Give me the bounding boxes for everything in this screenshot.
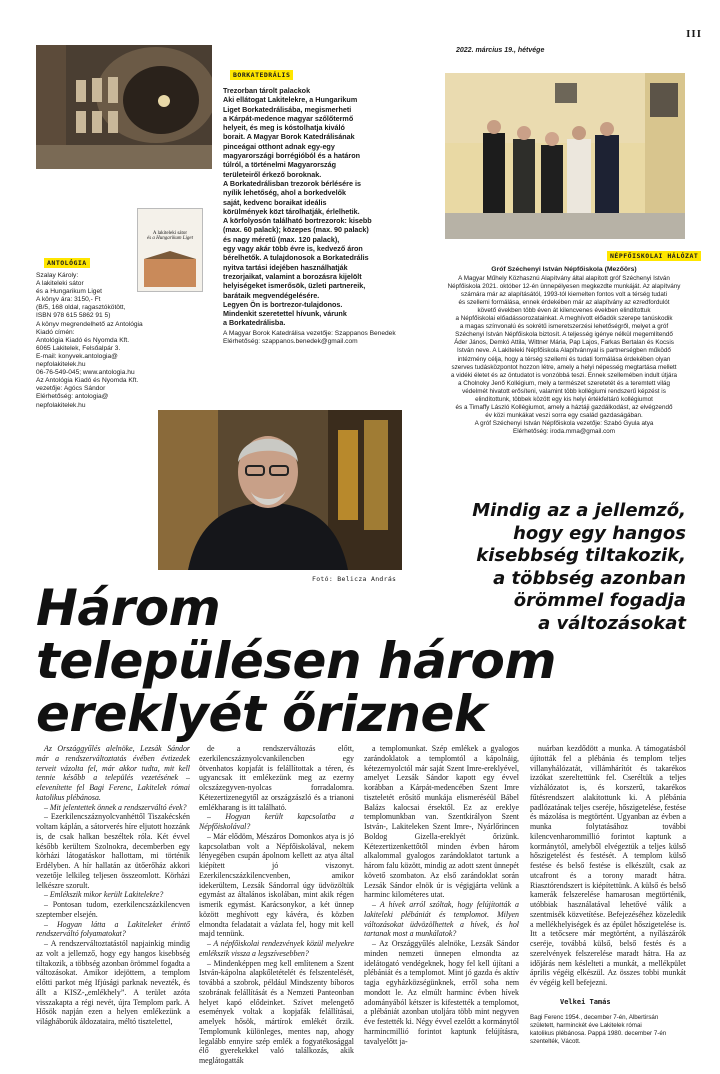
nepfoiskola-heading: Gróf Széchenyi István Népfőiskola (Mezőörs) [491, 266, 637, 273]
antologia-line: E-mail: konyvek.antologia@ [36, 352, 118, 360]
bio-line: szentelték, Vácott. [530, 1037, 581, 1045]
headline-line: ereklyét őriznek [36, 685, 487, 743]
borkatedralis-line: pinceágai otthont adnak egy-egy [223, 141, 335, 151]
antologia-line: Kiadó címén: [36, 328, 75, 336]
antologia-line: vezetője: Agócs Sándor [36, 385, 106, 393]
borkatedralis-line: Aki ellátogat Lakitelekre, a Hungarikum [223, 95, 358, 105]
antologia-line: A lakiteleki sátor [36, 280, 84, 288]
antologia-line: Antológia Kiadó és Nyomda Kft. [36, 336, 130, 344]
antologia-text [36, 272, 216, 410]
article-question: – Mit jelentettek önnek a rendszerváltó évek? [44, 802, 187, 812]
headline-line: településen három [36, 632, 556, 690]
borkatedralis-footer1: A Magyar Borok Katedrálisa vezetője: Szappanos Benedek [223, 329, 396, 337]
nepfoiskola-line: István neve. A Lakiteleki Népfőiskola Alapítvánnyal is partnerségben működő [457, 347, 671, 355]
headline-line: Három [36, 579, 221, 637]
article-question: – Hogyan látta a Lakiteleket érintő rendszerváltó folyamatokat? [36, 919, 190, 939]
nepfoiskola-line: év közi munkákat veszi sorra egy család gazdaságában. [485, 411, 643, 419]
article-author: Velkei Tamás [560, 997, 611, 1006]
nepfoiskola-line: követő években több éven át kilencvenes években elindítottuk [477, 307, 651, 315]
antologia-line: nepfolakitelek.hu [36, 401, 86, 409]
section-tag-nepfoiskola: NÉPFŐISKOLAI HÁLÓZAT [607, 251, 701, 261]
article-paragraph: – Ezerkilencszáznyolcvanhéttől Tiszakécskén voltam káplán, a sátorverés híre eljutott hozzánk is, de csak halkan beszéltek róla. Két évvel később kerültem Szolnokra, decemberben egy körházi látogatáskor hallottam, mi történik Erdélyben. A hír hallatán az ütőerőház akkori vezetője lelkileg teljesen összeomlott. Körházi lelkészre szorult. [36, 812, 190, 890]
nepfoiskola-line: számára már az alapításától, 1993-tól kiemelten fontos volt a térség tudati [460, 291, 668, 299]
nepfoiskola-line: védelmét hivatott erősíteni, valamint több kollégiumi rendszerű képzést is [462, 387, 666, 395]
borkatedralis-line: Mindenkit szeretettel hívunk, várunk [223, 309, 347, 319]
article-question: – A népfőiskolai rendezvények közül melyekre emlékszik vissza a legszívesebben? [199, 939, 354, 958]
antologia-line: Az Antológia Kiadó és Nyomda Kft. [36, 377, 139, 385]
borkatedralis-footer2: Elérhetőség: szappanos.benedek@gmail.com [223, 337, 358, 345]
borkatedralis-line: Trezorban tárolt palackok [223, 86, 311, 95]
nepfoiskola-line: szerves tudásközpontot hozzon létre, amely a helyi népesség megtartása mellett [451, 363, 677, 371]
wine-cellar-photo [36, 45, 212, 169]
article-paragraph: – Mindenképpen meg kell említenem a Szent István-kápolna alapkőletételét és felszentelését, továbbá a szobrok, például Mindszenty bíboros szobrának felállítását és a Nemzeti Panteonban helyet kapó elődeinket. Szívet melengető események voltak a kopjafák felállításai, amelyek hősök, mártírok emlékét őrzik. Templomunk különleges, mentes nap, ahogy legalább ennyire szép emlék a fogyatékosággal élő gyerekekkel való találkozás, akik meglátogatták [199, 958, 354, 1065]
antologia-line: ISBN 978 615 5862 91 5) [36, 312, 111, 320]
quote-line: a többség azonban [493, 567, 686, 589]
antologia-line: 06-76-549-045; www.antologia.hu [36, 369, 135, 377]
borkatedralis-line: egy vagy akár több évre is, kedvező áron [223, 244, 363, 254]
nepfoiskola-line: a Cholnoky Jenő Kollégium, mely a természet szeretetét és a teremtett világ [457, 379, 671, 387]
borkatedralis-line: területeiről érkező boroknak. [223, 169, 322, 179]
bio-line: született, harminckét éve Lakitelek római [530, 1021, 642, 1029]
nepfoiskola-line: intézmény célja, hogy a térség szellemi és tudati formálása érdekében olyan [457, 355, 671, 363]
article-column-2 [199, 744, 354, 1066]
borkatedralis-line: bérelhetők. A tulajdonosok a Borkatedrális [223, 253, 369, 263]
antologia-line: 6065 Lakitelek, Felsőalpár 3. [36, 344, 121, 352]
nepfoiskola-line: elindítottunk, többek között egy kis helyi értékfeltáró kollégiumot [475, 395, 653, 403]
photo-credit: Fotó: Belicza András [312, 575, 397, 583]
borkatedralis-line: Liget Borkatedrálisába, megismerheti [223, 104, 352, 114]
nepfoiskola-line: a vidéki életet és az öntudatot is vonzóbbá teszi. Ennek szellemében indult útjára [450, 371, 678, 379]
nepfoiskola-line: és szellemi formálása, ennek érdekében már az alapítvány az ezredfordulót [458, 299, 670, 307]
borkatedralis-line: A körfolyosón található bortrezorok: kisebb [223, 216, 372, 226]
article-paragraph: Az Országgyűlés alelnöke, Lezsák Sándor már a rendszerváltoztatás évében évtizedek terveit vázolta fel, már akkor tudta, mit kell tennie később a település vezetésének – elevenítette fel Bagi Ferenc, Lakitelek római katolikus plébánosa. [36, 744, 190, 802]
antologia-line: nepfolakitelek.hu [36, 361, 86, 369]
nepfoiskola-text [430, 266, 698, 436]
article-column-1 [36, 744, 190, 1027]
borkatedralis-line: túlról, a történelmi Magyarország [223, 160, 337, 170]
borkatedralis-line: A Borkatedrálisban trezorok bérlésére is [223, 178, 361, 188]
antologia-line: Szalay Károly: [36, 272, 79, 279]
antologia-line: A könyv ára: 3150,- Ft [36, 296, 101, 304]
article-paragraph: – A rendszerváltoztatástól napjainkig mindig az volt a jellemző, hogy egy hangos kisebbség tiltakozik, a többség azonban örömmel fogadta a változásokat. Amikor idejöttem, a templom előtti parkot még Ifjúsági parknak nevezték, és állt a KISZ-„emlékhely”. A terület azóta visszakapta a régi nevét, újra Templom park. A Hősök napján ezen a helyen emlékezünk a világháborúk áldozataira, méltó tisztelettel, [36, 939, 190, 1026]
bio-line: Bagi Ferenc 1954., december 7-én, Albertirsán [530, 1013, 659, 1021]
section-tag-antologia: ANTOLÓGIA [44, 258, 90, 268]
nepfoiskola-line: Áder János, Demkó Attila, Wittner Mária, Pap Lajos, Farkas Bertalan és Kocsis [454, 339, 674, 347]
borkatedralis-text [223, 86, 438, 346]
antologia-line: (B/5, 168 oldal, ragasztókötött, [36, 304, 126, 312]
borkatedralis-line: borait. A Magyar Borok Katedrálisának [223, 132, 355, 142]
borkatedralis-line: saját, kedvenc boraikat ideális [223, 197, 327, 207]
borkatedralis-line: helyeit, és meg is kóstolhatja kiváló [223, 123, 345, 133]
nepfoiskola-line: Elérhetőség: iroda.mma@gmail.com [513, 427, 615, 435]
article-paragraph: – Már elődöm, Mészáros Domonkos atya is jó kapcsolatban volt a Népfőiskolával, nekem lényegében csupán ápolnom kellett az atya által kiépített jó viszonyt. Ezerkilencszázkilencvenben, amikor idekerültem, Lezsák Sándorral úgy üdvözöltük egymást az általános iskolában, mint akik régen ismerik egymást. Karácsonykor, a két ünnep között meghívott egy kávéra, és közben elmondta feladatait a vázlata fel, hogy mit kell majd tennünk. [199, 831, 354, 939]
borkatedralis-line: nyitva tartási idejében használhatják [223, 262, 348, 272]
nepfoiskola-line: A Magyar Műhely Közhasznú Alapítvány által alapított gróf Széchenyi István [458, 275, 670, 283]
borkatedralis-line: Legyen Ön is bortrezor-tulajdonos. [223, 299, 343, 309]
borkatedralis-line: trezorjaikat, valamint a borozásra kijelölt [223, 271, 362, 281]
article-paragraph: a templomunkat. Szép emlékek a gyalogos zarándoklatok a templomtól a kápolnáig, kétezernyolctól már saját Szent Imre-ereklyével, amelyet Lezsák Sándor kapott egy évvel korábban a Kárpát-medencében Szent Imre tiszteletét erősítő munkája elismeréséül Bábel Balázs kalocsai érsektől. Ez az ereklye templomunkban van. Szentkirályon Szent István-, Lakiteleken Szent Imre-, Nyárlőrincen Boldog Gizella-ereklyét őrizünk. Kétezertizenkettőtől minden évben három alkalommal gyalogos zarándoklatot tartunk a három falu között, mindig az adott szent ünnepét követő szombaton. Az első zarándoklat során Lezsák Sándor elnök úr is végigjárta velünk a harminc kilométeres utat. [364, 744, 519, 900]
article-column-3 [364, 744, 519, 1046]
book-title-line1: A lakiteleki sátor [152, 231, 188, 236]
borkatedralis-line: barátaik megvendégelésére. [223, 290, 320, 300]
antologia-line: A könyv megrendelhető az Antológia [36, 320, 143, 328]
article-paragraph: – Pontosan tudom, ezerkilencszázkilencven szeptember elsején. [36, 900, 190, 919]
nepfoiskola-line: A gróf Széchenyi István Népfőiskola vezetője: Szabó Gyula atya [474, 419, 654, 427]
nepfoiskola-line: és a Timaffy László Kollégiumot, amely a háztáji gazdálkodást, az elvégzendő [455, 403, 673, 411]
quote-line: kisebbség tiltakozik, [476, 545, 686, 566]
quote-line: a változásokat [538, 612, 686, 634]
bio-line: katolikus plébánosa. Pappá 1980. december 7-én [530, 1029, 667, 1037]
page-number: III [686, 28, 702, 40]
author-bio [530, 1014, 686, 1046]
article-question: – Hogyan került kapcsolatba a Népfőiskolával? [199, 812, 354, 831]
article-paragraph: de a rendszerváltozás előtt, ezerkilencszáznyolcvankilencben egy ötvenhatos kopjafát is felállítottak a téren, és ugyancsak itt emlékezünk meg az ezerny olcszázegyven-nyolcas forradalomra. Kétezertizenegytől az országzászló és a trianoni emlékharang is itt található. [199, 744, 354, 812]
group-photo-church [445, 73, 685, 239]
borkatedralis-line: körülmények közt tárolhatják, érlelhetik. [223, 206, 360, 216]
article-paragraph: – Az Országgyűlés alelnöke, Lezsák Sándor minden nemzeti ünnepen elmondta az idelátogató vendégeknek, hogy fel kell újítani a plébániát és a templomot. Mint jó gazda és aktív tagja egyházközségünknek, erről soha nem mondott le. Az elmúlt harminc évben hívek adományából kétszer is kifestették a templomot, a plébániát azonban utoljára több mint negyven éve festették ki. Négy évvel ezelőtt a kormánytól harmincmillió forintot kaptunk felújításra, tavalyelőtt ja- [364, 939, 519, 1046]
nepfoiskola-line: a Népfőiskolai előadássorozatainkat. A meghívott előadók szerepe tanúskodik [455, 315, 673, 323]
antologia-line: és a Hungarikum Liget [36, 288, 102, 296]
quote-line: örömmel fogadja [513, 590, 686, 611]
nepfoiskola-line: Népfőiskola 2021. október 12-én ünnepélyesen megkezdte munkáját. Az alapítvány [447, 283, 681, 291]
nepfoiskola-line: a magas színvonalú és sokrétű ismeretszerzési lehetőségről, melyet a gróf [459, 323, 669, 331]
borkatedralis-line: helyiségeket ismerősök, üzleti partnereik, [223, 281, 366, 291]
article-paragraph: nuárban kezdődött a munka. A támogatásból újították fel a plébánia és templom teljes villanyhálózatát, villámhárítót és takarékos izzókat szereltettünk fel. Cseréltük a teljes vízhálózatot is, és korszerű, takarékos fűtésrendszert alakítottunk ki. A plébánia padlózatának teljes cseréje, hőszigetelése, festése és mázolása is megtörtént. Ugyanban az évben a munka folytatásához további kilencvenharommillió forintot kaptunk a kormánytól, amelyből elvégeztük a teljes külső hőszigetelést és festését. A templom külső festése és belső festése is elkészült, csak az utcafront és a torony maradt hátra. Riasztórendszert is kiépítettünk. A külső és belső kamerák felszerelése hamarosan megtörténik, utóbbiak használatával lehetővé válik a szentmisék közvetítése. Befejezéséhez közeledik a mellékhelyiségek és az épület hőszigetelése is. Itt a tetőcsere már megtörtént, a nyílászárók cseréje, továbbá külső, belső festés és a szerelvények felszerelése maradt hátra. Ha az időjárás nem késlelteti a munkát, a mellékpület április végéig elkészül. Az összes tobbi munkát év végéig kell befejezni. [530, 744, 686, 987]
antologia-line: Elérhetőség: antologia@ [36, 393, 109, 401]
section-tag-borkatedralis: BORKATEDRÁLIS [230, 70, 293, 80]
quote-line: Mindig az a jellemző, [472, 500, 686, 521]
article-question: – A hívek arról szóltak, hogy felújították a lakiteleki plébániát és templomot. Milyen változásokat üdvözölhettek a hívek, és hol tartanak most a munkálatok? [364, 900, 519, 939]
book-title-line2: és a Hungarikum Liget [147, 236, 193, 241]
borkatedralis-line: nyílik lehetőség, ahol a borkedvelők [223, 188, 347, 198]
borkatedralis-line: a Borkatedrálisba. [223, 318, 286, 328]
article-column-4 [530, 744, 686, 1046]
borkatedralis-line: (max. 60 palack); közepes (max. 90 palack) [223, 225, 369, 235]
article-question: – Emlékszik mikor került Lakitelekre? [44, 890, 164, 900]
nepfoiskola-line: Széchenyi István Népfőiskola biztosít. A teljesség igénye nélkül megemlítendő [455, 331, 673, 339]
dateline: 2022. március 19., hétvége [456, 47, 545, 54]
quote-line: hogy egy hangos [513, 522, 686, 544]
borkatedralis-line: a Kárpát-medence magyar szőlőtermő [223, 113, 354, 123]
borkatedralis-line: magyarországi borrégióból és a határon [223, 151, 360, 161]
portrait-photo [158, 410, 402, 570]
borkatedralis-line: és nagy méretű (max. 120 palack), [223, 234, 340, 244]
